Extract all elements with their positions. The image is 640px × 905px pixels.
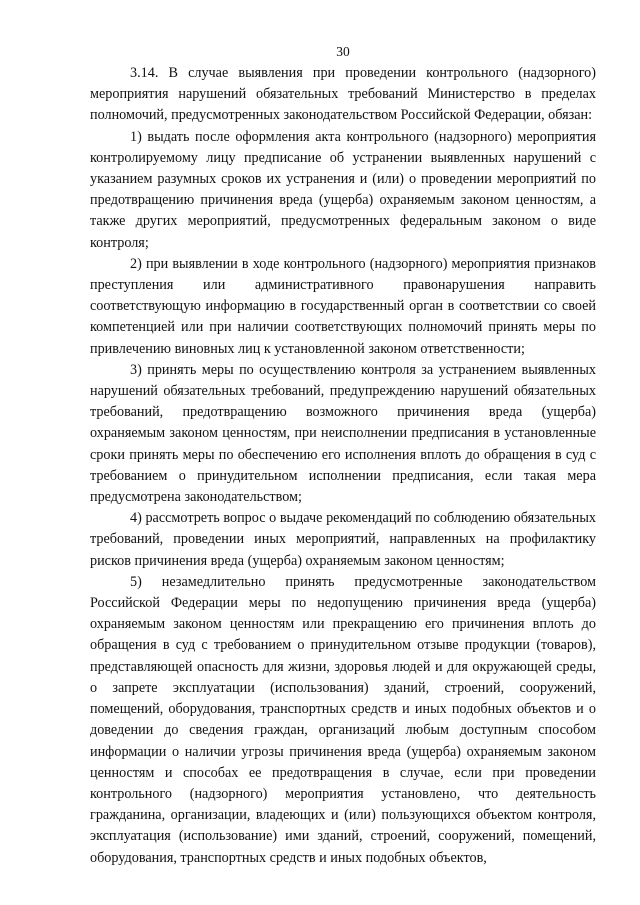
paragraph-item-2: 2) при выявлении в ходе контрольного (надзорного) мероприятия признаков преступления или административного правонарушения направить соответствующую информацию в государственный орган в соответствии со своей компетенцией или при наличии соответствующих полномочий принять меры по привлечению виновных лиц к установленной законом ответственности; [90,255,596,357]
document-body [90,63,596,869]
page-number: 30 [336,44,350,59]
paragraph-item-3: 3) принять меры по осуществлению контроля за устранением выявленных нарушений обязательных требований, предупреждению нарушений обязательных требований, предотвращению возможного причинения вреда (ущерба) охраняемым законом ценностям, при неисполнении предписания в установленные сроки принять меры по обеспечению его исполнения вплоть до обращения в суд с требованием о принудительном исполнении предписания, если такая мера предусмотрена законодательством; [90,361,596,506]
paragraph-item-1: 1) выдать после оформления акта контрольного (надзорного) мероприятия контролируемому лицу предписание об устранении выявленных нарушений с указанием разумных сроков их устранения и (или) о проведении мероприятий по предотвращению причинения вреда (ущерба) охраняемым законом ценностям, а также других мероприятий, предусмотренных федеральным законом о виде контроля; [90,128,596,251]
paragraph-3-14: 3.14. В случае выявления при проведении контрольного (надзорного) мероприятия нарушений обязательных требований Министерство в пределах полномочий, предусмотренных законодательством Российской Федерации, обязан: [90,65,596,124]
paragraph-item-5: 5) незамедлительно принять предусмотренные законодательством Российской Федерации меры по недопущению причинения вреда (ущерба) охраняемым законом ценностям или прекращению его причинения вплоть до обращения в суд с требованием о принудительном отзыве продукции (товаров), представляющей опасность для жизни, здоровья людей и для окружающей среды, о запрете эксплуатации (использования) зданий, строений, сооружений, помещений, оборудования, транспортных средств и иных подобных объектов и о доведении до сведения граждан, организаций любым доступным способом информации о наличии угрозы причинения вреда (ущерба) охраняемым законом ценностям и способах ее предотвращения в случае, если при проведении контрольного (надзорного) мероприятия установлено, что деятельность гражданина, организации, владеющих и (или) пользующихся объектом контроля, эксплуатация (использование) ими зданий, строений, сооружений, помещений, оборудования, транспортных средств и иных подобных объектов, [90,573,596,866]
paragraph-item-4: 4) рассмотреть вопрос о выдаче рекомендаций по соблюдению обязательных требований, проведении иных мероприятий, направленных на профилактику рисков причинения вреда (ущерба) охраняемым законом ценностям; [90,510,596,569]
